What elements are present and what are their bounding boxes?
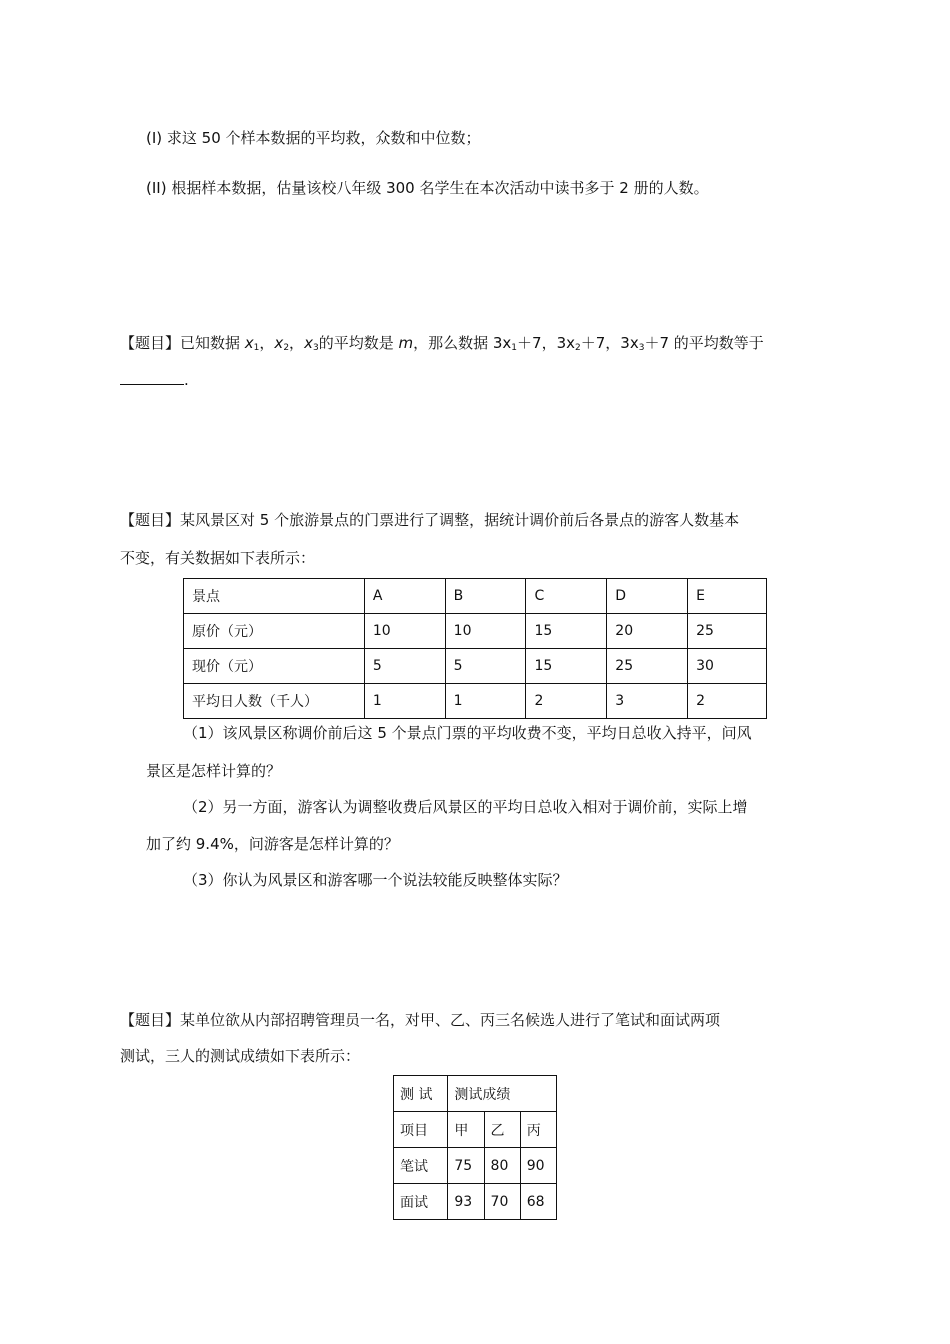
q2-var-x1: x — [244, 334, 254, 352]
q4-line2: 测试，三人的测试成绩如下表所示： — [120, 1047, 361, 1065]
table-cell: 2 — [688, 684, 767, 719]
q3-sub1-a: （1）该风景区称调价前后这 5 个景点门票的平均收费不变，平均日总收入持平，问风 — [183, 724, 752, 742]
table-cell: 20 — [607, 614, 688, 649]
q3-sub1-b: 景区是怎样计算的？ — [146, 762, 282, 780]
table-cell: 1 — [445, 684, 526, 719]
q2-expr2: 3x — [556, 334, 575, 352]
table-row — [184, 649, 767, 684]
q4-group-header: 测试成绩 — [448, 1076, 557, 1112]
table-cell: 15 — [526, 614, 607, 649]
table-row — [394, 1184, 557, 1220]
q4-cell: 80 — [484, 1148, 520, 1184]
q1-part-i: (I) 求这 50 个样本数据的平均救，众数和中位数； — [146, 129, 481, 147]
table-row-label: 景点 — [184, 579, 365, 614]
q2-var-m: m — [398, 334, 414, 352]
table-cell: D — [607, 579, 688, 614]
q2-expr1-tail: ＋7， — [517, 334, 557, 352]
table-cell: 3 — [607, 684, 688, 719]
q3-sub2-b: 加了约 9.4%，问游客是怎样计算的？ — [146, 835, 399, 853]
table-row — [394, 1148, 557, 1184]
q2-expr2-tail: ＋7， — [580, 334, 621, 352]
q4-score-table — [393, 1075, 557, 1220]
q4-cand-2: 乙 — [484, 1112, 520, 1148]
q4-head-b: 项目 — [394, 1112, 448, 1148]
q4-cand-1: 甲 — [448, 1112, 484, 1148]
table-cell: B — [445, 579, 526, 614]
q2-var-x2: x — [274, 334, 284, 352]
table-row-label: 现价（元） — [184, 649, 365, 684]
table-cell: 25 — [607, 649, 688, 684]
q2-var-x3: x — [304, 334, 313, 352]
table-cell: 5 — [364, 649, 445, 684]
table-cell: C — [526, 579, 607, 614]
table-cell: 5 — [445, 649, 526, 684]
q4-cell: 75 — [448, 1148, 484, 1184]
q3-price-table — [183, 578, 767, 719]
table-row-label: 平均日人数（千人） — [184, 684, 365, 719]
q4-head-a: 测 试 — [394, 1076, 448, 1112]
q4-cell: 68 — [520, 1184, 556, 1220]
table-header-row — [184, 579, 767, 614]
q2-text — [120, 333, 764, 358]
q2-mid: 的平均数是 — [318, 334, 399, 352]
q4-cell: 70 — [484, 1184, 520, 1220]
q3-line2: 不变，有关数据如下表所示： — [120, 549, 316, 567]
q4-cell: 93 — [448, 1184, 484, 1220]
q2-expr1: 3x — [492, 334, 512, 352]
q4-cand-3: 丙 — [520, 1112, 556, 1148]
q2-sub-3: 3 — [312, 343, 319, 353]
table-cell: 10 — [445, 614, 526, 649]
q2-sub-1: 1 — [253, 343, 260, 353]
q2-end-period: . — [184, 371, 189, 389]
table-cell: 10 — [364, 614, 445, 649]
answer-blank[interactable] — [120, 370, 184, 385]
table-row-label: 原价（元） — [184, 614, 365, 649]
q1-part-ii: (II) 根据样本数据，估量该校八年级 300 名学生在本次活动中读书多于 2 册的人数。 — [146, 179, 709, 197]
q2-mid2: ，那么数据 — [413, 334, 493, 352]
table-cell: A — [364, 579, 445, 614]
table-cell: E — [688, 579, 767, 614]
q2-sub-2: 2 — [283, 343, 290, 353]
q4-cell: 90 — [520, 1148, 556, 1184]
table-cell: 2 — [526, 684, 607, 719]
q3-sub3: （3）你认为风景区和游客哪一个说法较能反映整体实际？ — [183, 871, 568, 889]
q3-sub2-a: （2）另一方面，游客认为调整收费后风景区的平均日总收入相对于调价前，实际上增 — [183, 798, 748, 816]
q4-line1: 【题目】某单位欲从内部招聘管理员一名，对甲、乙、丙三名候选人进行了笔试和面试两项 — [120, 1011, 721, 1029]
q4-row-label: 面试 — [394, 1184, 448, 1220]
q2-prefix: 【题目】已知数据 — [120, 334, 245, 352]
table-row — [184, 684, 767, 719]
q2-expr1-sub: 1 — [511, 343, 518, 353]
q3-line1: 【题目】某风景区对 5 个旅游景点的门票进行了调整，据统计调价前后各景点的游客人数基本 — [120, 511, 740, 529]
table-cell: 30 — [688, 649, 767, 684]
table-cell: 15 — [526, 649, 607, 684]
q2-expr2-sub: 2 — [575, 343, 581, 353]
q2-expr3-sub: 3 — [638, 343, 645, 353]
table-cell: 1 — [364, 684, 445, 719]
q2-answer-line — [120, 370, 189, 390]
q2-sep-2: ， — [289, 334, 305, 352]
q2-expr3: 3x — [620, 334, 639, 352]
q2-expr3-tail: ＋7 的平均数等于 — [644, 334, 764, 352]
q4-row-label: 笔试 — [394, 1148, 448, 1184]
table-cell: 25 — [688, 614, 767, 649]
table-row — [184, 614, 767, 649]
q2-sep-1: ， — [259, 334, 275, 352]
